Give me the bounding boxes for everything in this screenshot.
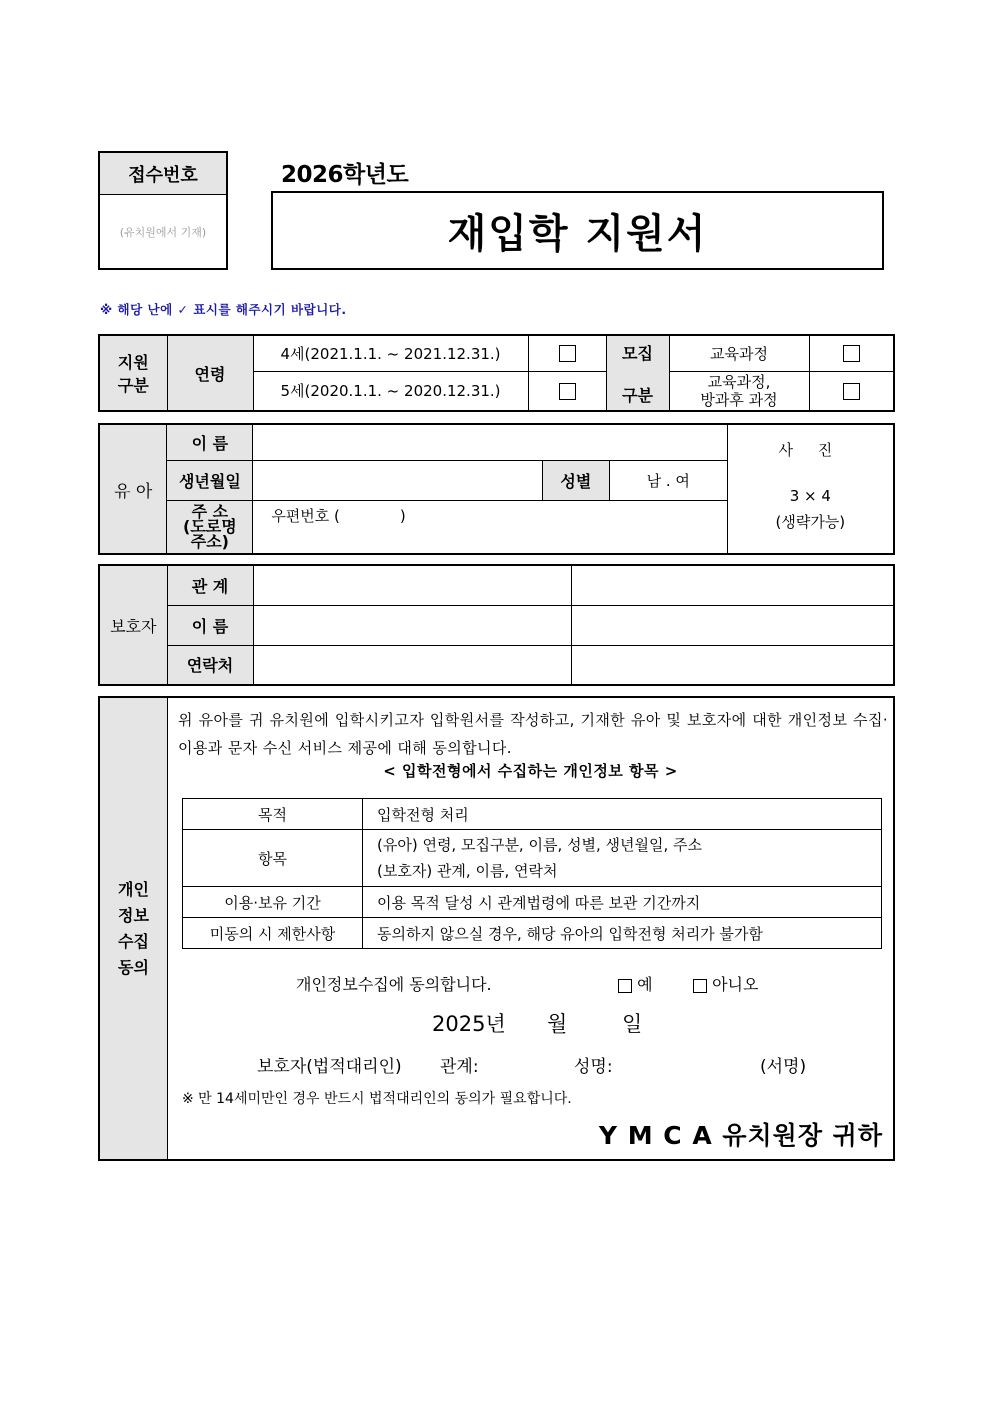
collected-items-table bbox=[182, 798, 882, 949]
item-value-retention: 이용 목적 달성 시 관계법령에 따른 보관 기간까지 bbox=[363, 887, 882, 918]
age-option-4: 4세(2021.1.1. ~ 2021.12.31.) bbox=[253, 335, 528, 371]
guardian-name-field-2[interactable] bbox=[571, 605, 894, 645]
date-year: 2025년 bbox=[432, 1012, 506, 1036]
child-section-label: 유 아 bbox=[99, 424, 167, 554]
academic-year: 2026학년도 bbox=[281, 162, 409, 188]
guardian-name-field-1[interactable] bbox=[253, 605, 571, 645]
application-type-table bbox=[98, 334, 895, 412]
child-address-field[interactable]: 우편번호 ( ) bbox=[253, 500, 727, 554]
instruction-note: ※ 해당 난에 ✓ 표시를 해주시기 바랍니다. bbox=[100, 302, 347, 317]
age-option-5: 5세(2020.1.1. ~ 2020.12.31.) bbox=[253, 371, 528, 411]
checkbox[interactable] bbox=[559, 345, 576, 362]
child-name-field[interactable] bbox=[253, 424, 727, 460]
receipt-number-field[interactable]: (유치원에서 기재) bbox=[119, 226, 207, 239]
consent-side-label: 개인 정보 수집 동의 bbox=[100, 698, 168, 1159]
age-label: 연령 bbox=[167, 335, 253, 411]
recruit-type-label: 모집 구분 bbox=[606, 335, 669, 411]
guardian-section-label: 보호자 bbox=[99, 565, 167, 685]
guardian-contact-field-2[interactable] bbox=[571, 645, 894, 685]
application-type-label: 지원 구분 bbox=[99, 335, 167, 411]
agree-statement: 개인정보수집에 동의합니다. bbox=[296, 975, 492, 994]
guardian-contact-label: 연락처 bbox=[167, 645, 253, 685]
privacy-consent-section bbox=[98, 696, 895, 1161]
guardian-relation-label: 관 계 bbox=[167, 565, 253, 605]
recruit-option-afterschool: 교육과정, 방과후 과정 bbox=[669, 371, 809, 411]
gender-options[interactable]: 남 . 여 bbox=[609, 460, 727, 500]
guardian-info-table bbox=[98, 564, 895, 686]
item-key-fields: 항목 bbox=[183, 830, 363, 887]
guardian-relation-field-2[interactable] bbox=[571, 565, 894, 605]
checkbox[interactable] bbox=[843, 345, 860, 362]
yes-checkbox[interactable] bbox=[618, 979, 632, 993]
minor-consent-note: ※ 만 14세미만인 경우 반드시 법적대리인의 동의가 필요합니다. bbox=[182, 1091, 572, 1107]
item-value-restriction: 동의하지 않으실 경우, 해당 유아의 입학전형 처리가 불가함 bbox=[363, 918, 882, 949]
document-title: 재입학 지원서 bbox=[271, 191, 884, 270]
agree-no-option[interactable]: 아니오 bbox=[693, 972, 758, 995]
photo-label: 사 진 bbox=[778, 441, 843, 459]
item-value-fields: (유아) 연령, 모집구분, 이름, 성별, 생년월일, 주소 (보호자) 관계, 이름, 연락처 bbox=[363, 830, 882, 887]
child-address-label: 주 소 (도로명 주소) bbox=[167, 500, 253, 554]
guardian-contact-field-1[interactable] bbox=[253, 645, 571, 685]
item-key-purpose: 목적 bbox=[183, 799, 363, 830]
age-option-5-checkbox-cell[interactable] bbox=[528, 371, 606, 411]
postal-code-label: 우편번호 ( bbox=[271, 506, 340, 525]
date-month[interactable]: 월 bbox=[547, 1012, 568, 1036]
item-key-retention: 이용·보유 기간 bbox=[183, 887, 363, 918]
collected-items-heading: < 입학전형에서 수집하는 개인정보 항목 > bbox=[383, 762, 678, 780]
photo-size: 3 × 4 bbox=[789, 487, 831, 505]
receipt-number-label: 접수번호 bbox=[100, 153, 226, 195]
receipt-number-box bbox=[98, 151, 228, 270]
signer-label: 보호자(법적대리인) bbox=[257, 1057, 402, 1077]
checkbox[interactable] bbox=[843, 383, 860, 400]
item-value-purpose: 입학전형 처리 bbox=[363, 799, 882, 830]
signer-name-field[interactable]: 성명: bbox=[574, 1057, 613, 1077]
relation-field[interactable]: 관계: bbox=[440, 1057, 479, 1077]
photo-box[interactable] bbox=[727, 424, 894, 554]
guardian-relation-field-1[interactable] bbox=[253, 565, 571, 605]
addressee: Y M C A 유치원장 귀하 bbox=[598, 1121, 883, 1150]
child-birth-field[interactable] bbox=[253, 460, 543, 500]
recruit-option-afterschool-checkbox-cell[interactable] bbox=[809, 371, 894, 411]
consent-statement: 위 유아를 귀 유치원에 입학시키고자 입학원서를 작성하고, 기재한 유아 및 보호자에 대한 개인정보 수집·이용과 문자 수신 서비스 제공에 대해 동의합니다. bbox=[178, 711, 888, 757]
child-birth-label: 생년월일 bbox=[167, 460, 253, 500]
signature-field[interactable]: (서명) bbox=[760, 1057, 807, 1077]
date-day[interactable]: 일 bbox=[622, 1012, 643, 1036]
recruit-option-curriculum: 교육과정 bbox=[669, 335, 809, 371]
recruit-option-curriculum-checkbox-cell[interactable] bbox=[809, 335, 894, 371]
no-checkbox[interactable] bbox=[693, 979, 707, 993]
checkbox[interactable] bbox=[559, 383, 576, 400]
item-key-restriction: 미동의 시 제한사항 bbox=[183, 918, 363, 949]
age-option-4-checkbox-cell[interactable] bbox=[528, 335, 606, 371]
photo-note: (생략가능) bbox=[775, 513, 846, 531]
guardian-name-label: 이 름 bbox=[167, 605, 253, 645]
child-info-table bbox=[98, 423, 895, 555]
gender-label: 성별 bbox=[542, 460, 609, 500]
agree-yes-option[interactable]: 예 bbox=[618, 972, 653, 995]
child-name-label: 이 름 bbox=[167, 424, 253, 460]
